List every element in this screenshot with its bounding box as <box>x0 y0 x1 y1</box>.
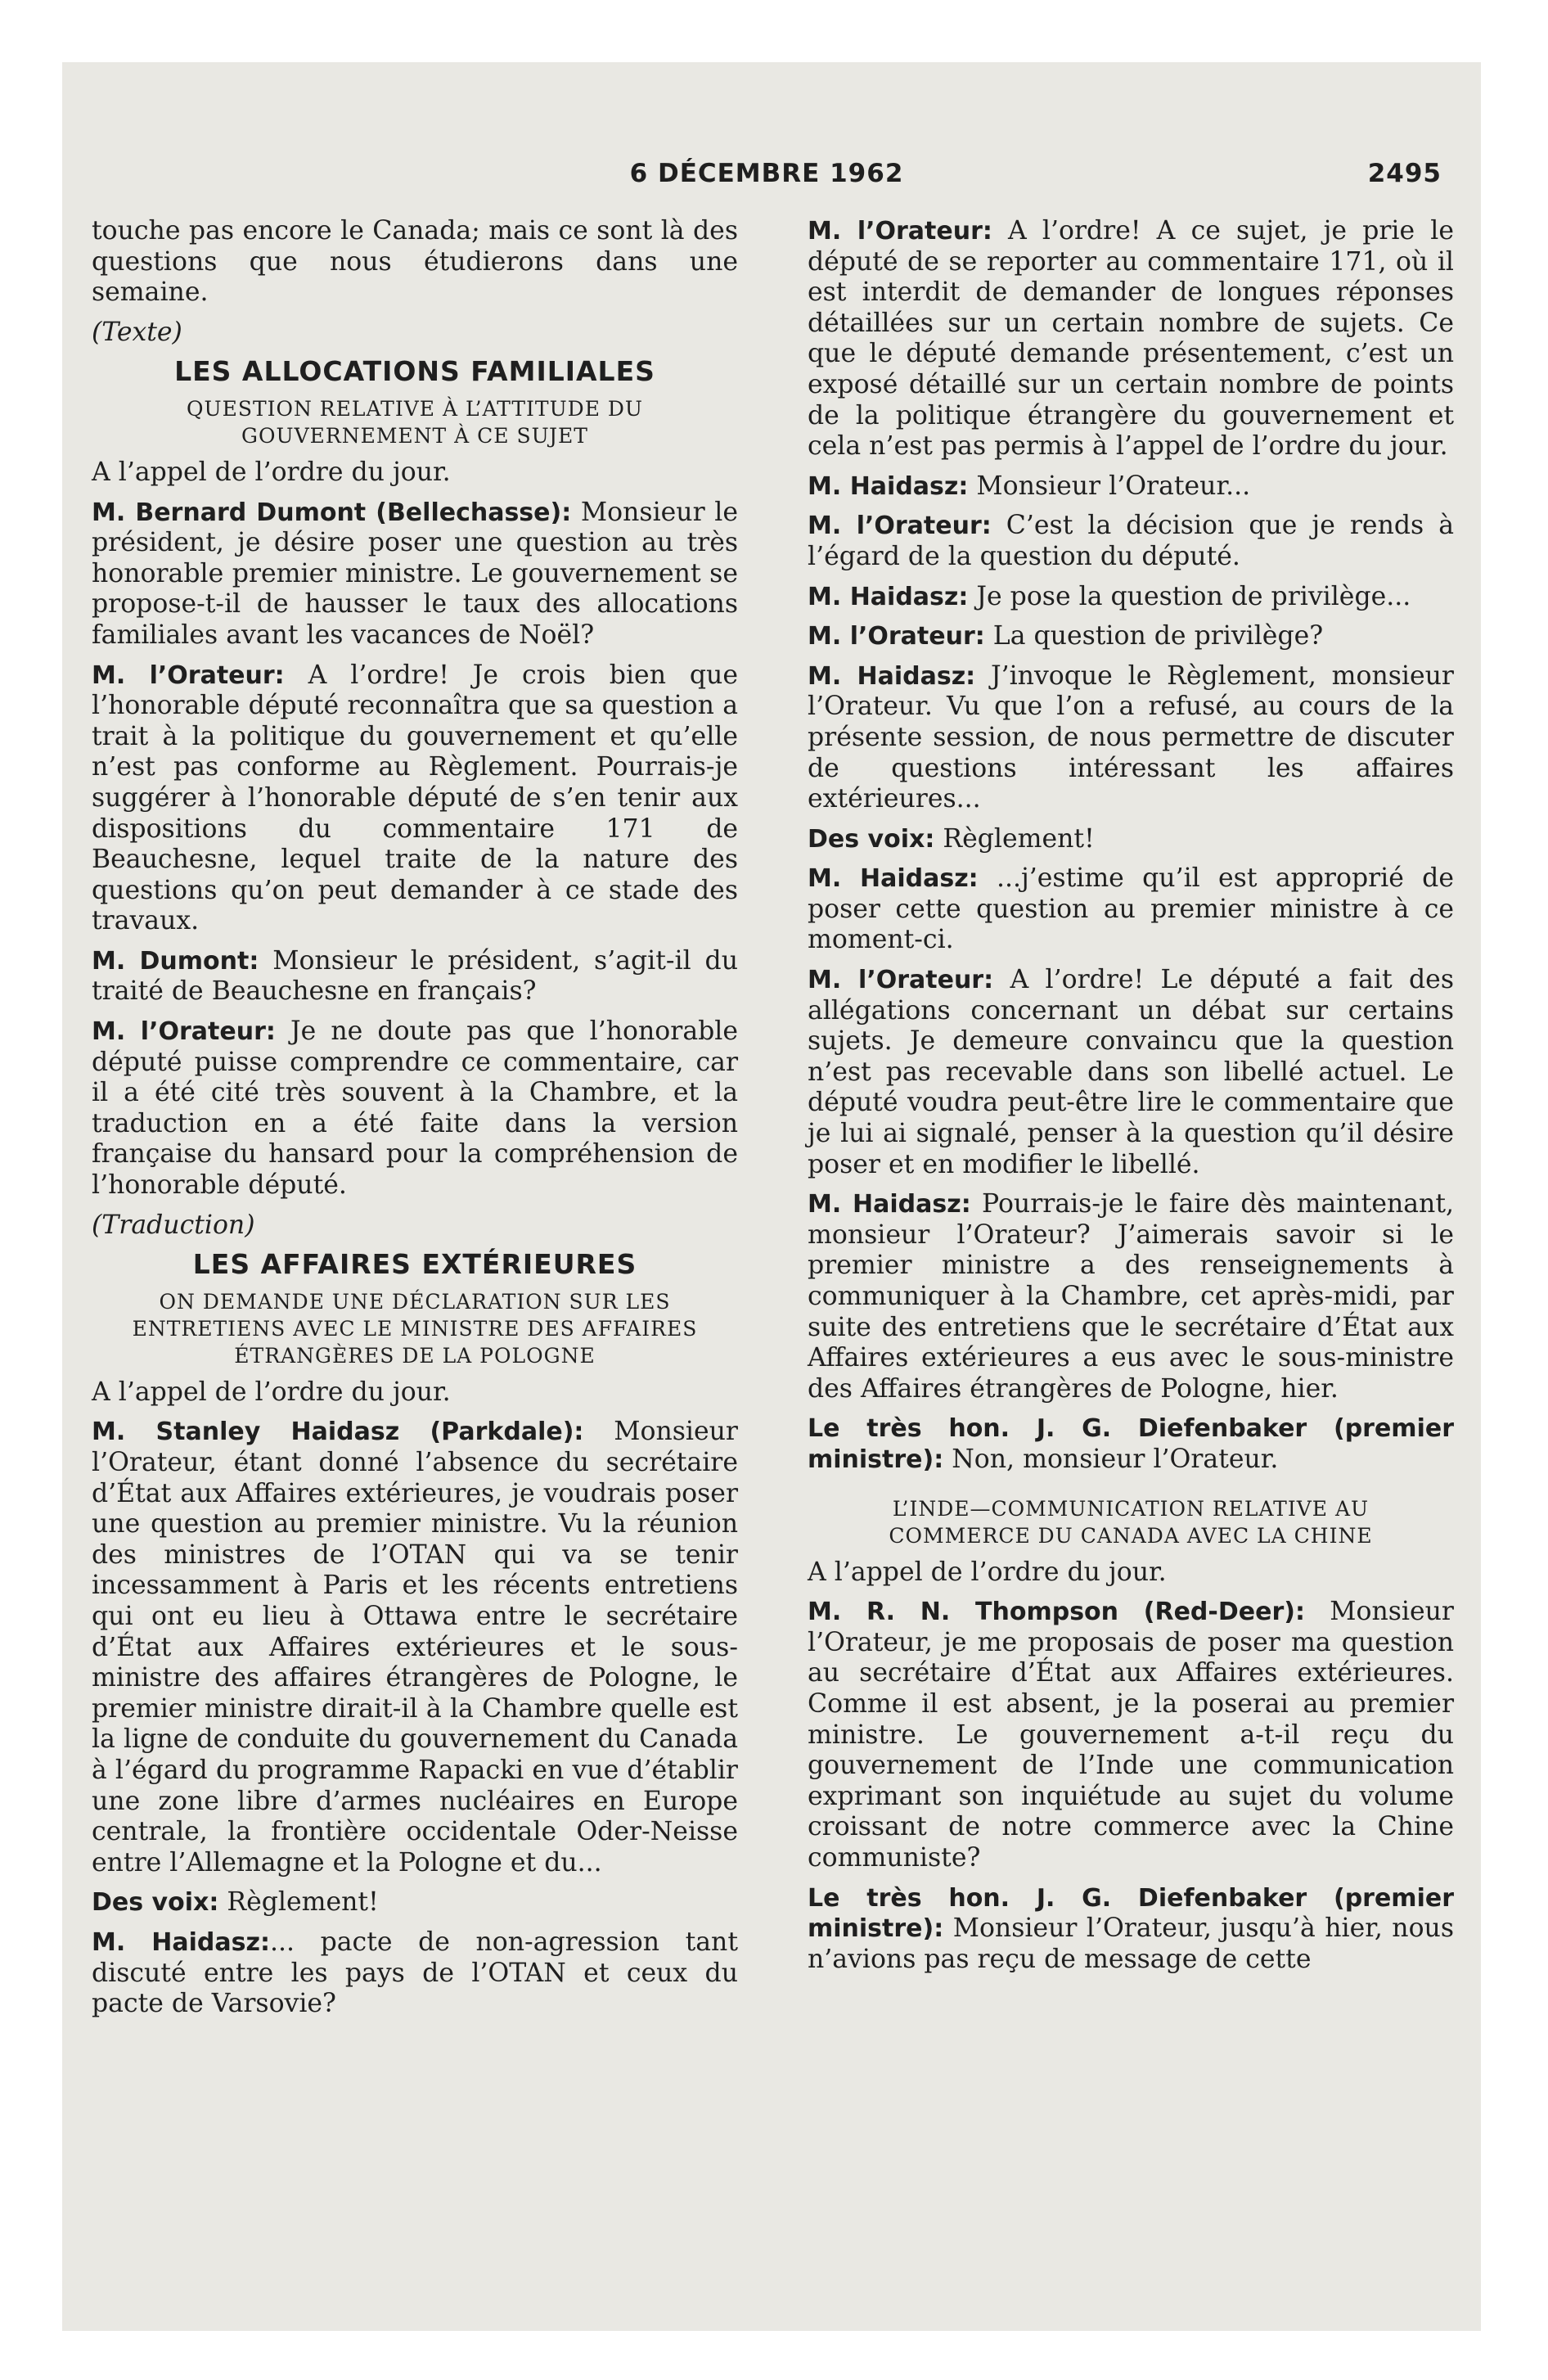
speech <box>92 946 738 1007</box>
speech <box>808 1189 1454 1404</box>
speech-text: ...j’estime qu’il est approprié de poser cette question au premier ministre à ce moment-ci. <box>808 863 1454 955</box>
speaker: M. Haidasz: <box>808 582 969 611</box>
language-note-texte: (Texte) <box>92 317 182 347</box>
speech-text: Règlement! <box>218 1887 379 1918</box>
speech-text: A l’ordre! Je crois bien que l’honorable député reconnaîtra que sa question a trait à la politique du gouvernement et qu’elle n’est pas conforme au Règlement. Pourrais-je suggérer à l’honorable député de s’en tenir aux dispositions du commentaire 171 de Beauchesne, lequel traite de la nature des questions qu’on peut demander à ce stade des travaux. <box>92 660 738 936</box>
speech-text: Non, monsieur l’Orateur. <box>943 1444 1279 1474</box>
speech <box>92 660 738 937</box>
speech <box>808 511 1454 572</box>
speaker: M. Haidasz: <box>808 864 979 894</box>
speech <box>92 1927 738 2020</box>
speech-text: ... pacte de non-agression tant discuté entre les pays de l’OTAN et ceux du pacte de Varsovie? <box>92 1927 738 2019</box>
speaker: M. l’Orateur: <box>808 217 992 246</box>
language-note-traduction: (Traduction) <box>92 1210 255 1240</box>
speech-text: Règlement! <box>934 823 1095 854</box>
speech <box>808 661 1454 815</box>
section-heading-allocations: LES ALLOCATIONS FAMILIALES <box>174 355 655 388</box>
speaker: M. Stanley Haidasz (Parkdale): <box>92 1418 584 1447</box>
page-header <box>92 152 1442 193</box>
speech <box>808 621 1454 652</box>
speaker: M. Haidasz: <box>808 1190 971 1219</box>
speech-text: Monsieur l’Orateur, jusqu’à hier, nous n’avions pas reçu de message de cette <box>808 1913 1454 1974</box>
speaker: M. Haidasz: <box>92 1927 270 1957</box>
speech-text: Pourrais-je le faire dès maintenant, monsieur l’Orateur? J’aimerais savoir si le premier ministre a des renseignements à communiquer à la Chambre, cet après-midi, par suite des entretiens que le secrétaire d’État aux Affaires extérieures a eus avec le sous-ministre des Affaires étrangères de Pologne, hier. <box>808 1189 1454 1404</box>
speech <box>808 863 1454 956</box>
speaker: Le très hon. J. G. Diefenbaker (premier ministre): <box>808 1414 1454 1474</box>
speech-text: Monsieur le président, je désire poser une question au très honorable premier ministre. Le gouvernement se propose-t-il de hausser le taux des allocations familiales avant les vacances de Noël? <box>92 497 739 650</box>
section-heading-affaires: LES AFFAIRES EXTÉRIEURES <box>192 1248 637 1281</box>
speaker: M. Haidasz: <box>808 661 976 691</box>
page-number: 2495 <box>1367 159 1442 188</box>
speech-text: A l’ordre! Le député a fait des allégations concernant un débat sur certains sujets. Je demeure convaincu que la question n’est pas recevable dans son libellé actuel. Le député voudra peut-être lire le commentaire que je lui ai signalé, penser à la question qu’il désire poser et en modifier le libellé. <box>808 965 1454 1179</box>
speech-text: Monsieur l’Orateur... <box>968 471 1251 501</box>
speech-text: La question de privilège? <box>984 621 1324 651</box>
speech-text: A l’ordre! A ce sujet, je prie le député de se reporter au commentaire 171, où il est interdit de demander de longues réponses détaillées sur un certain nombre de sujets. Ce que le député demande présentement, c’est un exposé détaillé sur un certain nombre de points de la politique étrangère du gouvernement et cela n’est pas permis à l’appel de l’ordre du jour. <box>808 216 1454 462</box>
speech-text: J’invoque le Règlement, monsieur l’Orateur. Vu que l’on a refusé, au cours de la présente session, de nous permettre de discuter de questions intéressant les affaires extérieures... <box>808 660 1454 814</box>
header-date: 6 DÉCEMBRE 1962 <box>629 159 904 188</box>
order-call: A l’appel de l’ordre du jour. <box>92 457 451 487</box>
order-call: A l’appel de l’ordre du jour. <box>92 1377 451 1407</box>
speech <box>808 965 1454 1180</box>
speech-text: Je pose la question de privilège... <box>968 581 1411 611</box>
speech-text: Monsieur le président, s’agit-il du traité de Beauchesne en français? <box>92 945 738 1007</box>
speech-text: Je ne doute pas que l’honorable député puisse comprendre ce commentaire, car il a été cité très souvent à la Chambre, et la traduction en a été faite dans la version française du hansard pour la compréhension de l’honorable député. <box>92 1016 738 1201</box>
speech <box>92 1887 738 1918</box>
speech <box>808 1413 1454 1475</box>
speech <box>808 1883 1454 1976</box>
speech <box>808 216 1454 462</box>
speaker: M. Dumont: <box>92 946 259 976</box>
speech-text: Monsieur l’Orateur, je me proposais de poser ma question au secrétaire d’État aux Affaires extérieures. Comme il est absent, je la poserai au premier ministre. Le gouvernement a-t-il reçu du gouvernement de l’Inde une communication exprimant son inquiétude au sujet du volume croissant de notre commerce avec la Chine communiste? <box>808 1597 1454 1873</box>
speech <box>92 1016 738 1201</box>
speaker: Le très hon. J. G. Diefenbaker (premier ministre): <box>808 1883 1454 1944</box>
right-column <box>808 216 1454 1984</box>
speech-text: C’est la décision que je rends à l’égard de la question du député. <box>808 511 1454 571</box>
subheading-affaires: ON DEMANDE UNE DÉCLARATION SUR LES ENTRETIENS AVEC LE MINISTRE DES AFFAIRES ÉTRANGÈRES DE LA POLOGNE <box>132 1289 698 1368</box>
subheading-inde: L’INDE—COMMUNICATION RELATIVE AU COMMERCE DU CANADA AVEC LA CHINE <box>889 1496 1373 1548</box>
order-call: A l’appel de l’ordre du jour. <box>808 1557 1167 1587</box>
left-column <box>92 216 738 2029</box>
speech <box>808 471 1454 503</box>
speech <box>808 824 1454 855</box>
paragraph: touche pas encore le Canada; mais ce sont là des questions que nous étudierons dans une semaine. <box>92 216 738 308</box>
speaker: M. R. N. Thompson (Red-Deer): <box>808 1598 1305 1627</box>
subheading-allocations: QUESTION RELATIVE À L’ATTITUDE DU GOUVERNEMENT À CE SUJET <box>187 396 643 448</box>
speaker: Des voix: <box>808 824 935 854</box>
speaker: M. l’Orateur: <box>92 1017 276 1047</box>
speech <box>808 1597 1454 1873</box>
speech-text: Monsieur l’Orateur, étant donné l’absence du secrétaire d’État aux Affaires extérieures, je voudrais poser une question au premier ministre. Vu la réunion des ministres de l’OTAN qui va se tenir incessamment à Paris et les récents entretiens qui ont eu lieu à Ottawa entre le secrétaire d’État aux Affaires extérieures et le sous-ministre des affaires étrangères de Pologne, le premier ministre dirait-il à la Chambre quelle est la ligne de conduite du gouvernement du Canada à l’égard du programme Rapacki en vue d’établir une zone libre d’armes nucléaires en Europe centrale, la frontière occidentale Oder-Neisse entre l’Allemagne et la Pologne et du... <box>92 1417 738 1877</box>
speech <box>808 582 1454 613</box>
speaker: M. l’Orateur: <box>808 512 992 541</box>
speech <box>92 1417 738 1878</box>
speaker: M. Haidasz: <box>808 471 969 501</box>
speech <box>92 498 738 651</box>
speaker: M. l’Orateur: <box>808 622 985 651</box>
speaker: M. l’Orateur: <box>808 966 994 995</box>
speaker: M. Bernard Dumont (Bellechasse): <box>92 498 572 527</box>
speaker: M. l’Orateur: <box>92 660 285 690</box>
speaker: Des voix: <box>92 1888 219 1918</box>
